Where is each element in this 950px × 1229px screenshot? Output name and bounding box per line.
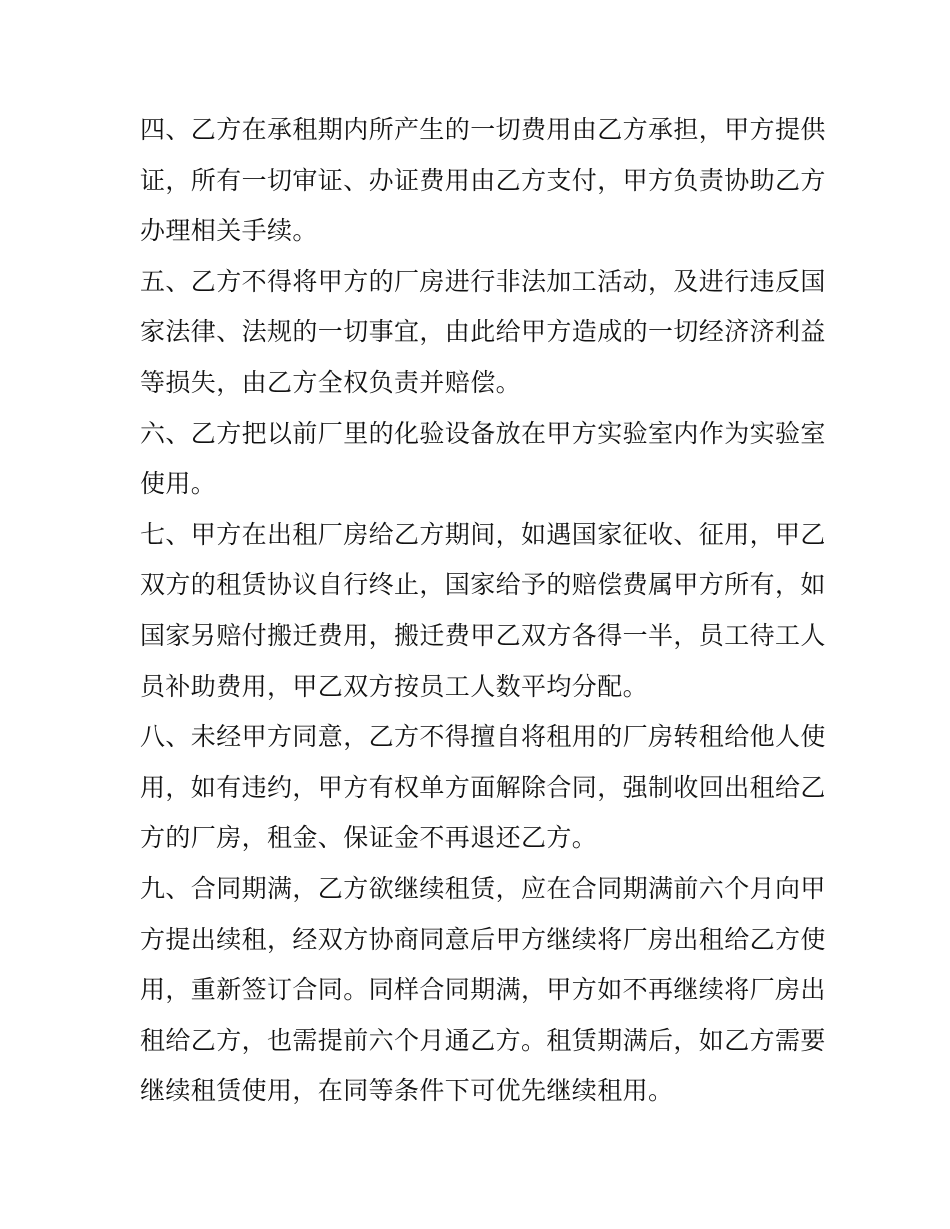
clause-9 — [140, 864, 826, 1117]
clause-5 — [140, 257, 826, 409]
text-line: 使用。 — [140, 469, 217, 499]
text-line: 证，所有一切审证、办证费用由乙方支付，甲方负责协助乙方 — [140, 165, 826, 195]
text-line: 九、合同期满，乙方欲继续租赁，应在合同期满前六个月向甲 — [140, 873, 826, 903]
text-line: 方的厂房，租金、保证金不再退还乙方。 — [140, 823, 598, 853]
text-line: 国家另赔付搬迁费用，搬迁费甲乙双方各得一半，员工待工人 — [140, 620, 826, 650]
text-line: 员补助费用，甲乙双方按员工人数平均分配。 — [140, 671, 649, 701]
text-line: 租给乙方，也需提前六个月通乙方。租赁期满后，如乙方需要 — [140, 1025, 826, 1055]
clause-6 — [140, 409, 826, 510]
clause-7 — [140, 510, 826, 712]
text-line: 五、乙方不得将甲方的厂房进行非法加工活动，及进行违反国 — [140, 266, 826, 296]
text-line: 用，如有违约，甲方有权单方面解除合同，强制收回出租给乙 — [140, 772, 826, 802]
text-line: 八、未经甲方同意，乙方不得擅自将租用的厂房转租给他人使 — [140, 722, 826, 752]
text-line: 用，重新签订合同。同样合同期满，甲方如不再继续将厂房出 — [140, 975, 826, 1005]
text-line: 七、甲方在出租厂房给乙方期间，如遇国家征收、征用，甲乙 — [140, 519, 826, 549]
clause-8 — [140, 712, 826, 864]
text-line: 六、乙方把以前厂里的化验设备放在甲方实验室内作为实验室 — [140, 418, 826, 448]
text-line: 方提出续租，经双方协商同意后甲方继续将厂房出租给乙方使 — [140, 924, 826, 954]
text-line: 四、乙方在承租期内所产生的一切费用由乙方承担，甲方提供 — [140, 115, 826, 144]
document-body — [140, 105, 826, 1117]
text-line: 继续租赁使用，在同等条件下可优先继续租用。 — [140, 1076, 674, 1106]
text-line: 等损失，由乙方全权负责并赔偿。 — [140, 367, 522, 397]
text-line: 双方的租赁协议自行终止，国家给予的赔偿费属甲方所有，如 — [140, 570, 826, 600]
text-line: 家法律、法规的一切事宜，由此给甲方造成的一切经济济利益 — [140, 317, 826, 347]
clause-4 — [140, 105, 826, 257]
text-line: 办理相关手续。 — [140, 216, 318, 246]
